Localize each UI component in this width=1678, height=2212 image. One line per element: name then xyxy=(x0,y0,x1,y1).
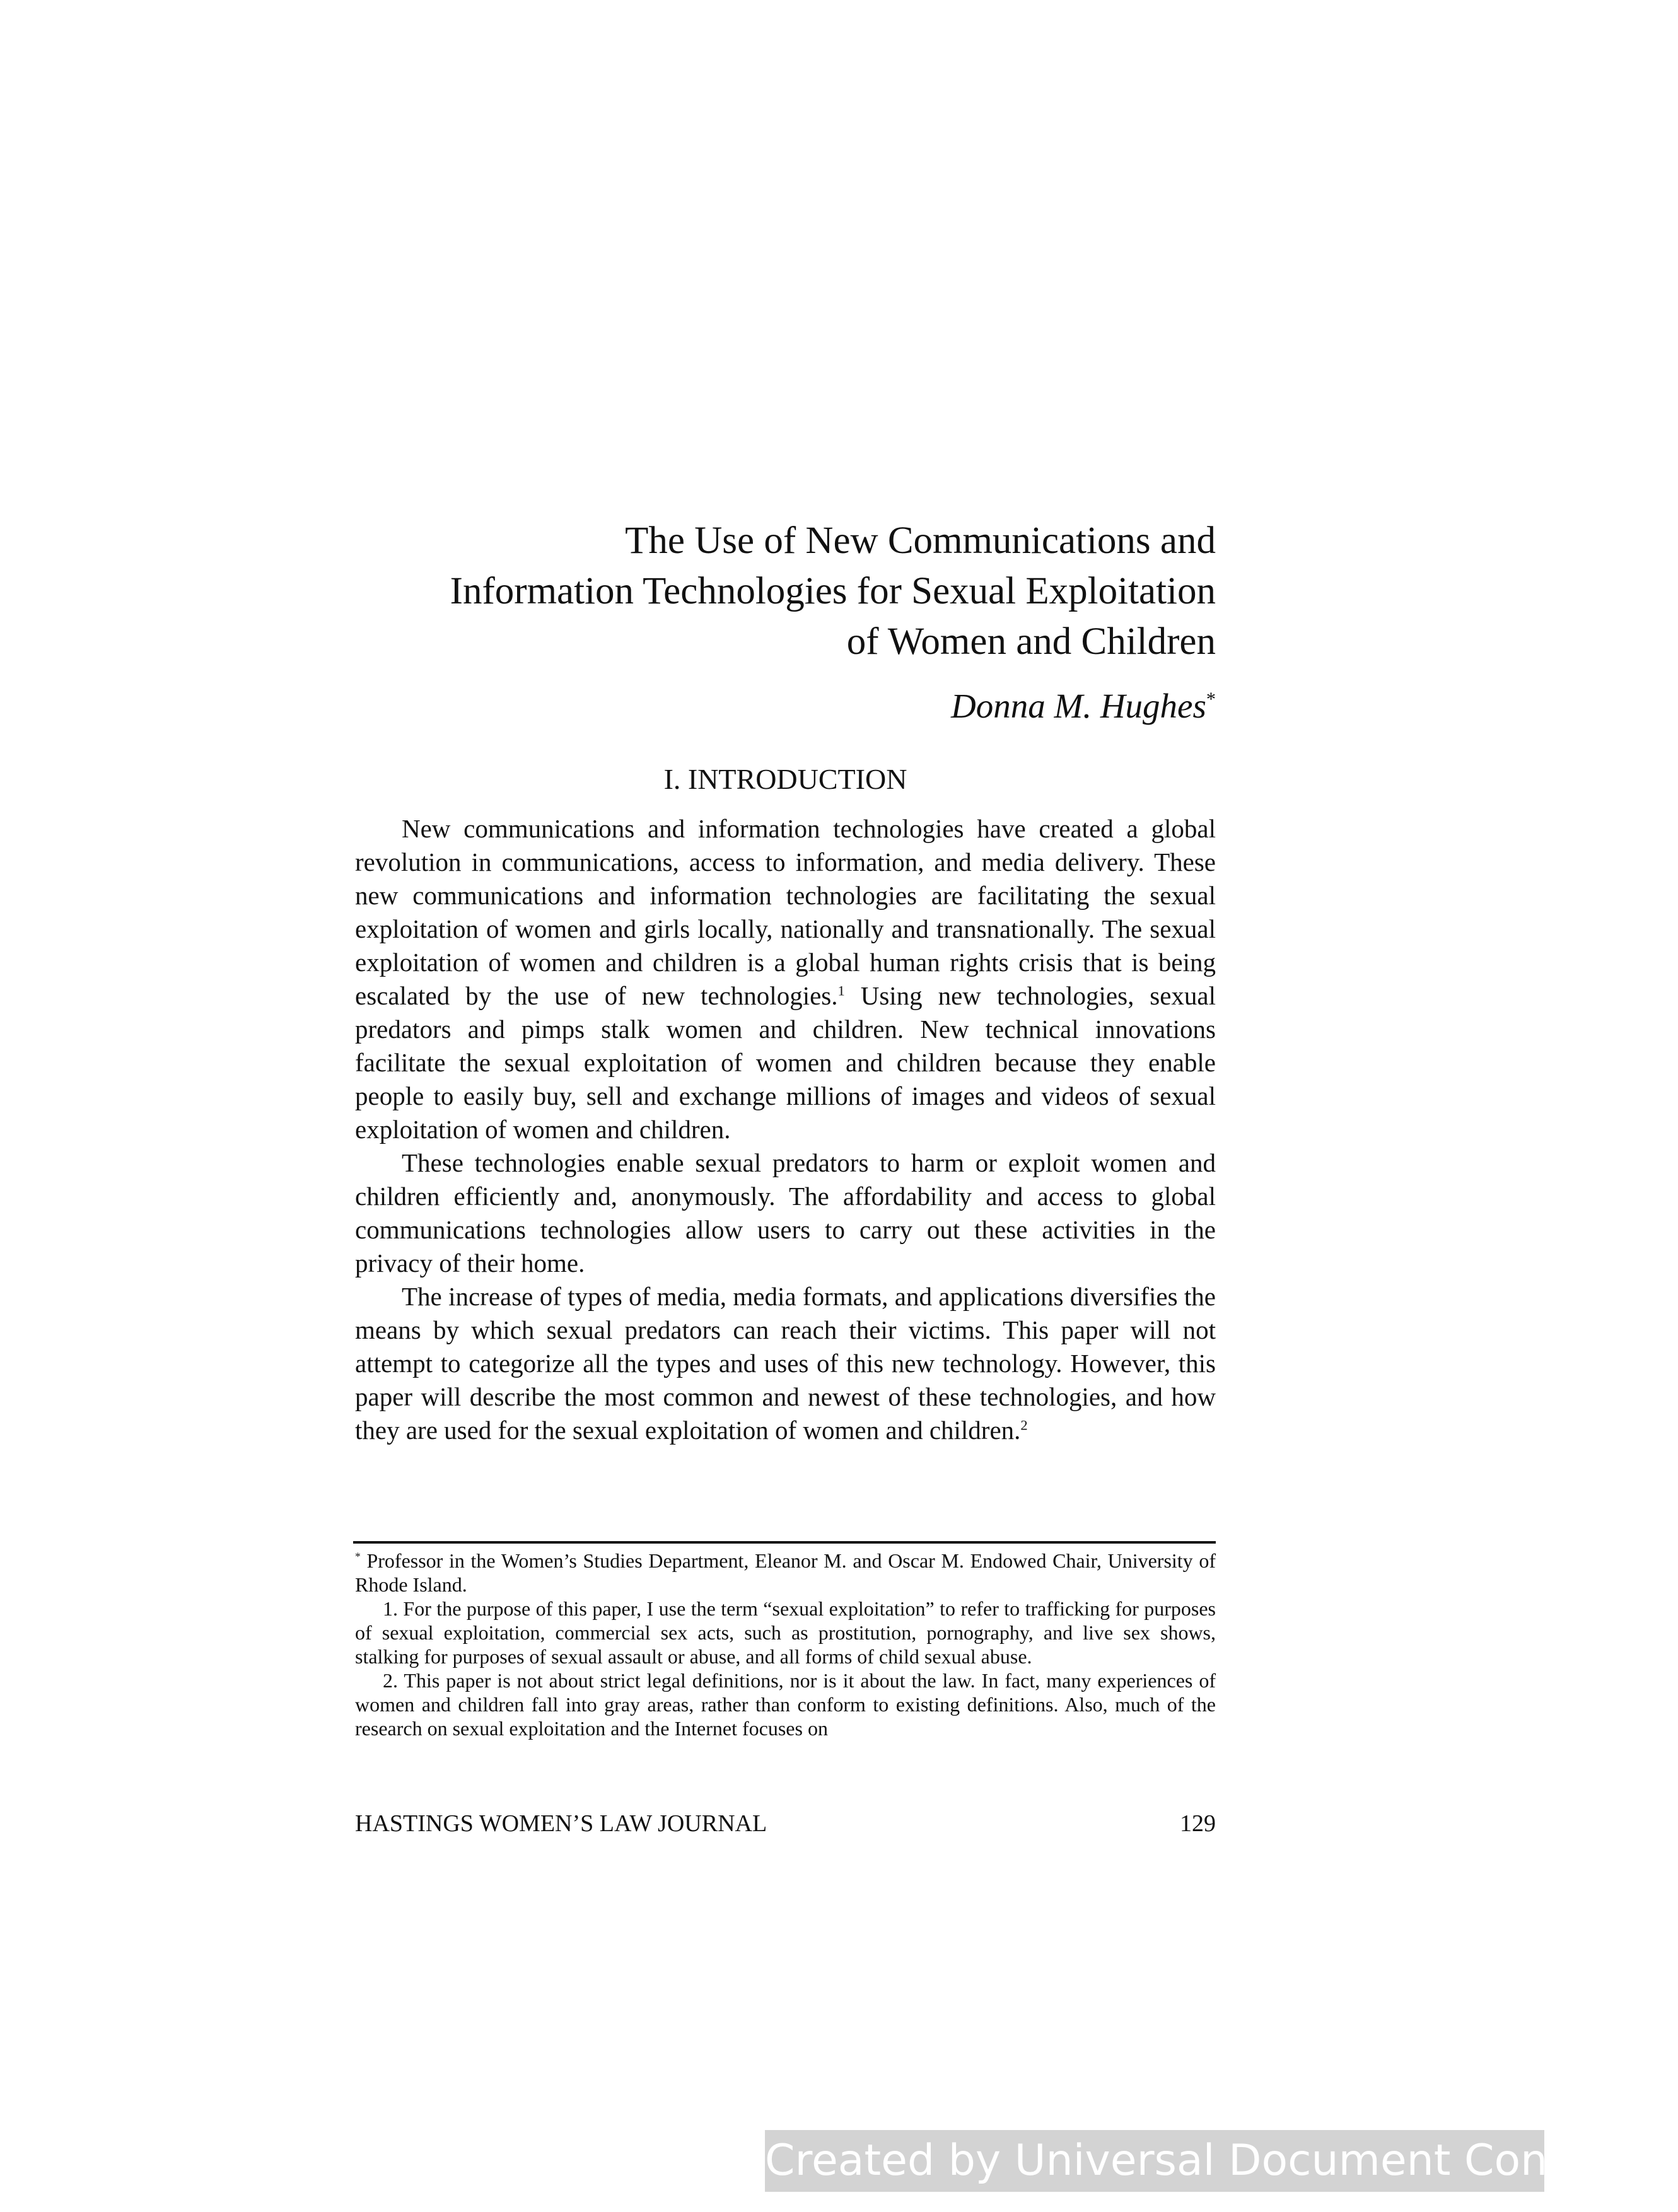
body-text xyxy=(355,812,1216,1447)
journal-name: HASTINGS WOMEN’S LAW JOURNAL xyxy=(355,1810,767,1837)
footnote-author xyxy=(355,1549,1216,1597)
footnotes xyxy=(355,1549,1216,1740)
running-footer xyxy=(355,1808,1216,1839)
paragraph-3-text: The increase of types of media, media formats, and applications diversifies the means by which sexual predators can reach their victims. This paper will not attempt to categorize all the types and uses of this new technology. However, this paper will describe the most common and newest of these technologies, and how they are used for the sexual exploitation of women and children. xyxy=(355,1282,1216,1445)
converter-watermark: Created by Universal Document Converter xyxy=(765,2130,1544,2192)
footnote-author-marker: * xyxy=(355,1550,361,1563)
footnote-1: 1. For the purpose of this paper, I use the term “sexual exploitation” to refer to trafficking for purposes of sexual exploitation, commercial sex acts, such as prostitution, pornography, and live sex shows, stalking for purposes of sexual assault or abuse, and all forms of child sexual abuse. xyxy=(355,1597,1216,1668)
paragraph-1-part-b: Using new technologies, sexual predators and pimps stalk women and children. New technical innovations facilitate the sexual exploitation of women and children because they enable people to easily buy, sell and exchange millions of images and videos of sexual exploitation of women and children. xyxy=(355,981,1216,1144)
footnote-2: 2. This paper is not about strict legal definitions, nor is it about the law. In fact, many experiences of women and children fall into gray areas, rather than conform to existing definitions. Also, much of the research on sexual exploitation and the Internet focuses on xyxy=(355,1669,1216,1740)
author-name: Donna M. Hughes xyxy=(951,687,1206,725)
footnote-ref-2: 2 xyxy=(1020,1417,1028,1433)
paragraph-3 xyxy=(355,1280,1216,1447)
title-line-1: The Use of New Communications and xyxy=(625,520,1216,562)
paragraph-1-part-a: New communications and information technologies have created a global revolution in communications, access to information, and media delivery. These new communications and information technologies are facilitating the sexual exploitation of women and girls locally, nationally and transnationally. The sexual exploitation of women and children is a global human rights crisis that is being escalated by the use of new technologies. xyxy=(355,814,1216,1010)
title-line-2: Information Technologies for Sexual Exploitation xyxy=(450,570,1216,612)
paragraph-1 xyxy=(355,812,1216,1146)
footnote-divider xyxy=(353,1541,1216,1544)
author-byline xyxy=(355,684,1216,728)
article-title xyxy=(355,516,1216,667)
author-footnote-marker: * xyxy=(1206,688,1216,710)
section-heading: I. INTRODUCTION xyxy=(663,763,907,795)
paragraph-2: These technologies enable sexual predators to harm or exploit women and children efficiently and, anonymously. The affordability and access to global communications technologies allow users to carry out these activities in the privacy of their home. xyxy=(355,1148,1216,1278)
footnote-ref-1: 1 xyxy=(837,982,845,999)
page-number: 129 xyxy=(1180,1810,1216,1837)
title-line-3: of Women and Children xyxy=(846,620,1216,663)
footnote-author-text: Professor in the Women’s Studies Department, Eleanor M. and Oscar M. Endowed Chair, University of Rhode Island. xyxy=(355,1549,1216,1596)
